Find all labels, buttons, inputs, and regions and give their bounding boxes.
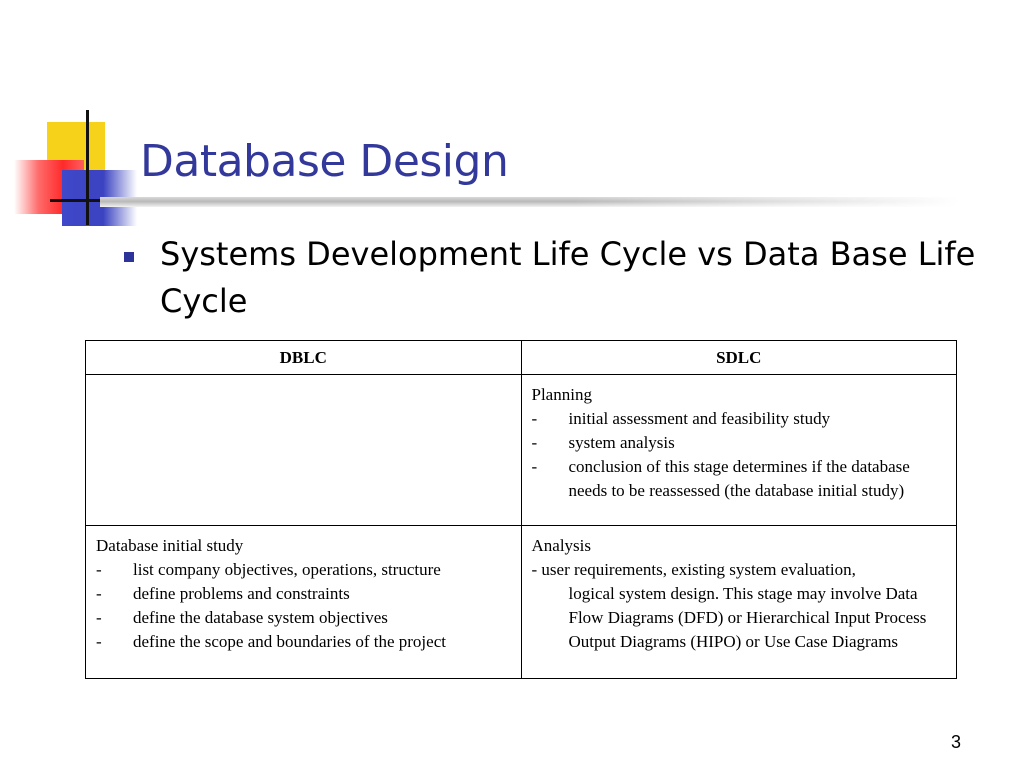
dash-bullet: -	[531, 457, 538, 476]
sdlc-analysis-text-first: - user requirements, existing system evaluation,	[531, 560, 856, 579]
list-item-text: system analysis	[568, 433, 675, 452]
dash-bullet: -	[531, 409, 538, 428]
dash-bullet: -	[96, 584, 102, 603]
sdlc-planning-heading: Planning	[531, 385, 592, 404]
dash-bullet: -	[531, 433, 538, 452]
list-item-text: define the scope and boundaries of the project	[133, 632, 446, 651]
dblc-initial-study-heading: Database initial study	[96, 536, 244, 555]
dash-bullet: -	[96, 608, 102, 627]
slide-title: Database Design	[140, 136, 509, 187]
table-header-row	[86, 341, 957, 375]
list-item-text: list company objectives, operations, structure	[133, 560, 441, 579]
table-row	[86, 526, 957, 679]
table-row	[86, 375, 957, 526]
list-item-text: define the database system objectives	[133, 608, 388, 627]
header-dblc: DBLC	[86, 341, 522, 375]
vertical-line-shape	[86, 110, 89, 225]
sdlc-analysis-heading: Analysis	[531, 536, 591, 555]
list-item-text: define problems and constraints	[133, 584, 350, 603]
comparison-table	[85, 340, 957, 679]
dblc-initial-study-cell	[86, 526, 522, 679]
list-item	[96, 630, 511, 654]
list-item	[96, 582, 511, 606]
sdlc-analysis-cell	[521, 526, 957, 679]
sdlc-planning-cell	[521, 375, 957, 526]
dash-bullet: -	[96, 560, 102, 579]
list-item	[96, 606, 511, 630]
bullet-item	[124, 231, 984, 325]
sdlc-analysis-text-continued: logical system design. This stage may involve Data Flow Diagrams (DFD) or Hierarchical Input Process Output Diagrams (HIPO) or Use Case Diagrams	[568, 584, 927, 651]
bullet-text: Systems Development Life Cycle vs Data Base Life Cycle	[160, 235, 976, 320]
dash-bullet: -	[96, 632, 102, 651]
list-item	[532, 407, 947, 431]
dblc-empty-cell	[86, 375, 522, 526]
header-sdlc: SDLC	[521, 341, 957, 375]
list-item	[532, 455, 947, 503]
list-item	[532, 431, 947, 455]
list-item	[96, 558, 511, 582]
page-number: 3	[951, 732, 962, 752]
list-item-text: initial assessment and feasibility study	[568, 409, 831, 428]
title-underline	[100, 197, 960, 207]
list-item-text: conclusion of this stage determines if the database needs to be reassessed (the database initial study)	[568, 457, 910, 500]
square-bullet-icon	[124, 252, 134, 262]
slide-logo-decoration	[0, 100, 150, 230]
